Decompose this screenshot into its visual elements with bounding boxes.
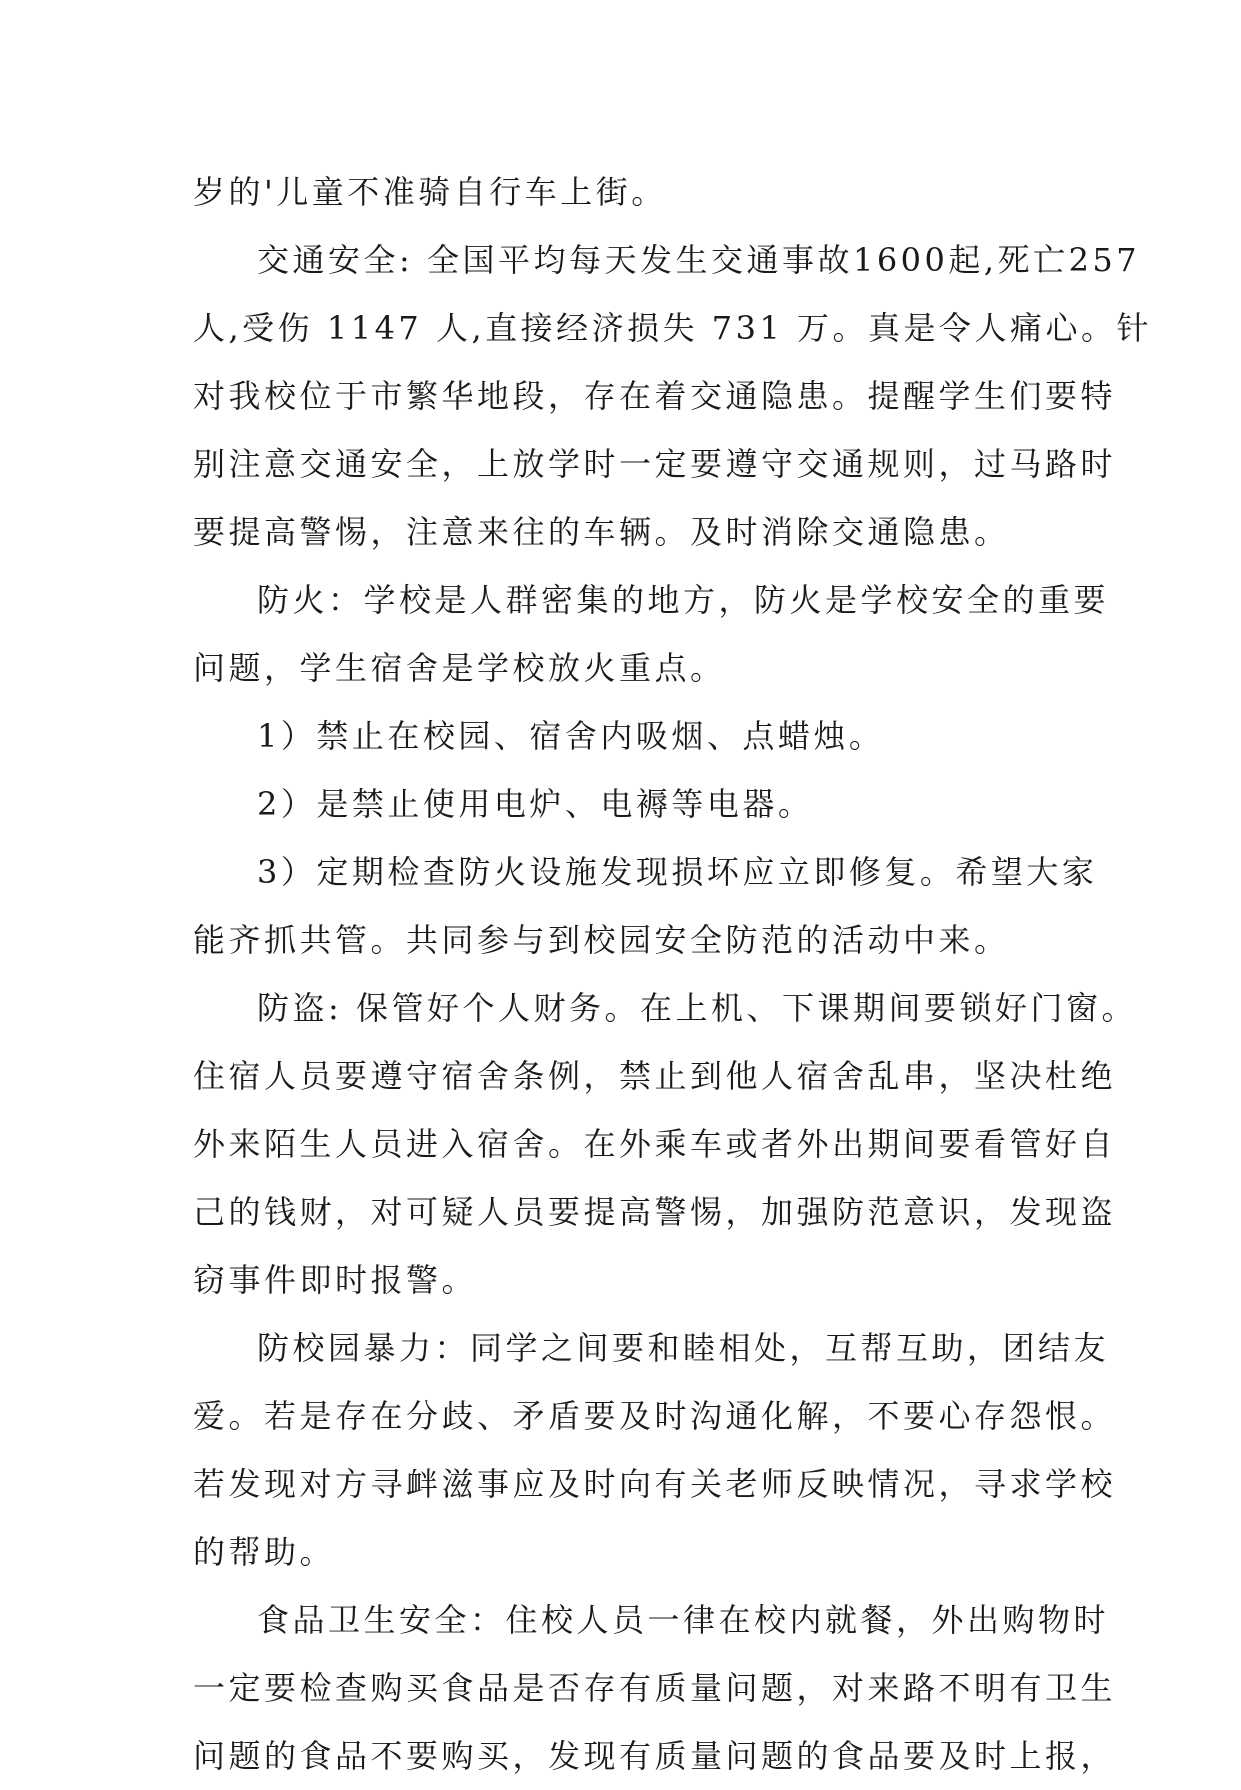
text-line: 若发现对方寻衅滋事应及时向有关老师反映情况，寻求学校 <box>193 1465 1117 1503</box>
text-line: 别注意交通安全，上放学时一定要遵守交通规则，过马路时 <box>193 445 1117 483</box>
text-line: 问题，学生宿舍是学校放火重点。 <box>193 649 726 687</box>
text-line: 交通安全: 全国平均每天发生交通事故1600起,死亡257 <box>257 241 1141 279</box>
text-line: 窃事件即时报警。 <box>193 1261 478 1299</box>
text-line: 食品卫生安全：住校人员一律在校内就餐，外出购物时 <box>257 1601 1110 1639</box>
text-line: 能齐抓共管。共同参与到校园安全防范的活动中来。 <box>193 921 1010 959</box>
text-line: 防火：学校是人群密集的地方，防火是学校安全的重要 <box>257 581 1110 619</box>
text-line: 防校园暴力：同学之间要和睦相处，互帮互助，团结友 <box>257 1329 1110 1367</box>
text-line: 要提高警惕，注意来往的车辆。及时消除交通隐患。 <box>193 513 1010 551</box>
text-line: 1）禁止在校园、宿舍内吸烟、点蜡烛。 <box>257 717 885 755</box>
text-line: 己的钱财，对可疑人员要提高警惕，加强防范意识，发现盗 <box>193 1193 1117 1231</box>
text-line: 爱。若是存在分歧、矛盾要及时沟通化解，不要心存怨恨。 <box>193 1397 1117 1435</box>
text-line: 的帮助。 <box>193 1533 336 1571</box>
text-line: 2）是禁止使用电炉、电褥等电器。 <box>257 785 814 823</box>
text-line: 防盗: 保管好个人财务。在上机、下课期间要锁好门窗。 <box>257 989 1137 1027</box>
text-line: 一定要检查购买食品是否存有质量问题，对来路不明有卫生 <box>193 1669 1117 1707</box>
text-line: 人,受伤 1147 人,直接经济损失 731 万。真是令人痛心。针 <box>193 309 1153 347</box>
text-line: 岁的'儿童不准骑自行车上街。 <box>193 173 667 211</box>
text-line: 问题的食品不要购买，发现有质量问题的食品要及时上报， <box>193 1737 1117 1775</box>
text-line: 3）定期检查防火设施发现损坏应立即修复。希望大家 <box>257 853 1098 891</box>
text-line: 对我校位于市繁华地段，存在着交通隐患。提醒学生们要特 <box>193 377 1117 415</box>
text-line: 住宿人员要遵守宿舍条例，禁止到他人宿舍乱串，坚决杜绝 <box>193 1057 1117 1095</box>
document-page <box>193 158 1153 1790</box>
text-line: 外来陌生人员进入宿舍。在外乘车或者外出期间要看管好自 <box>193 1125 1117 1163</box>
